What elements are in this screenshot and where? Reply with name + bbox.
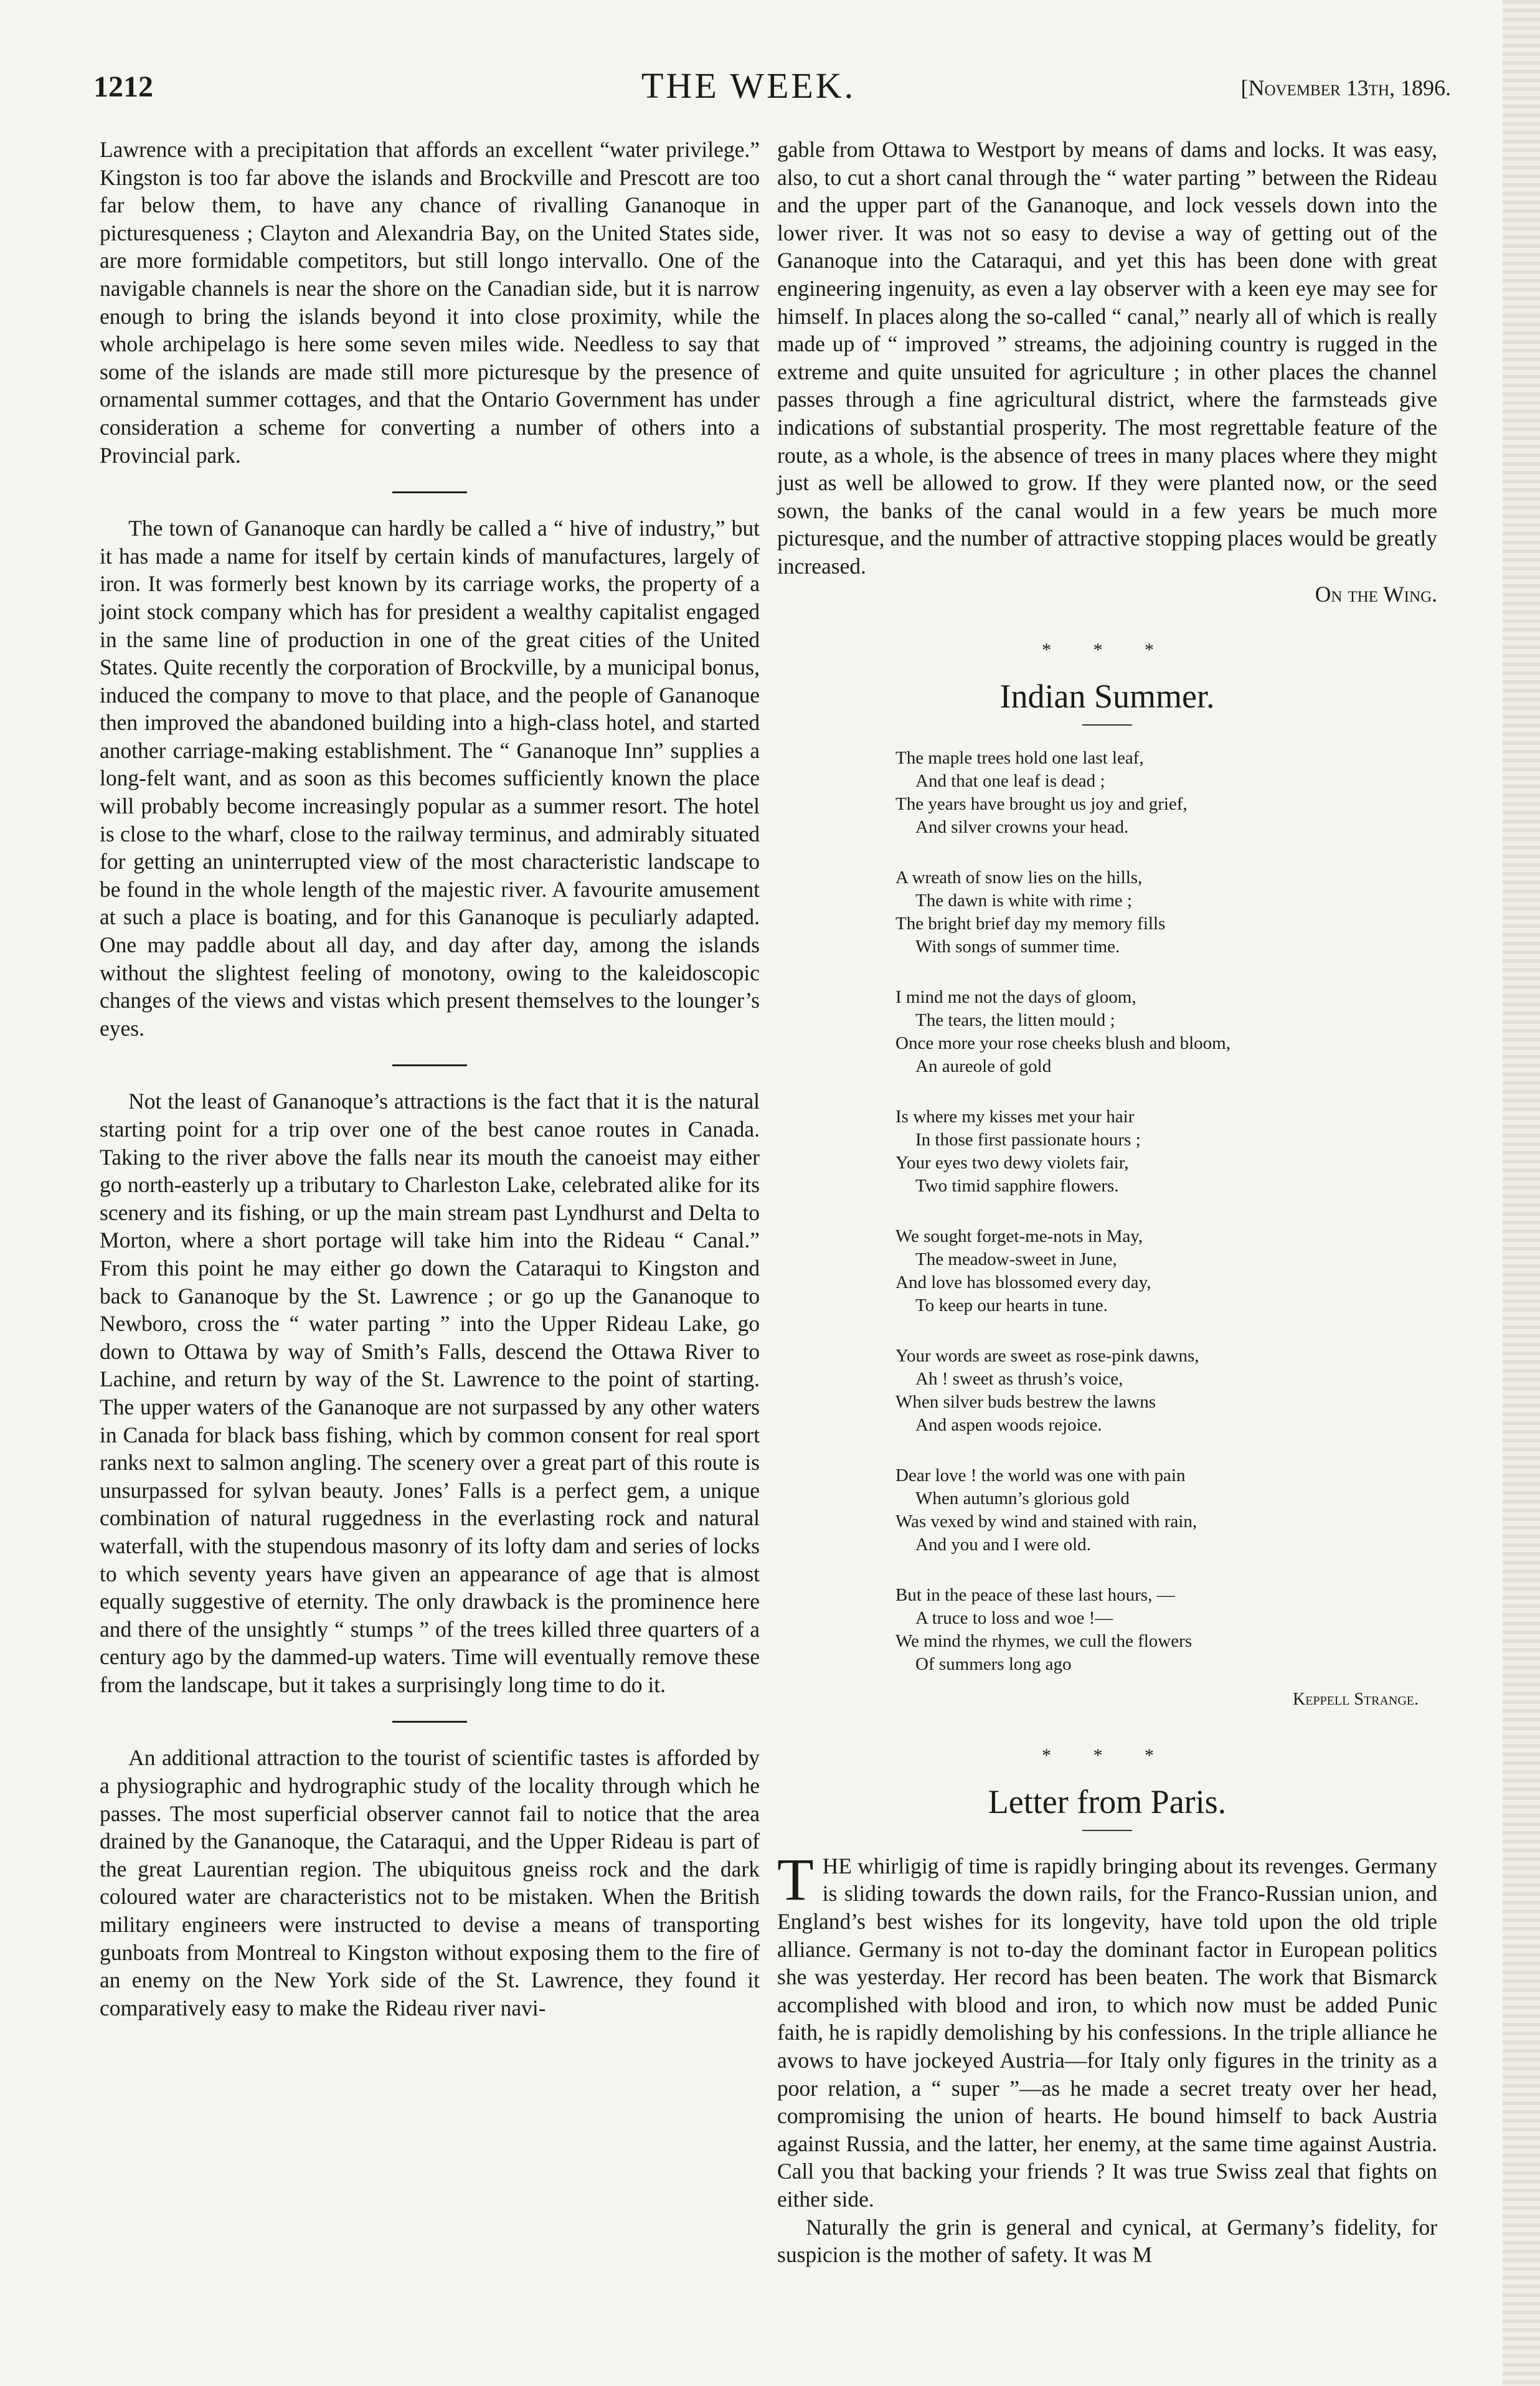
title-rule [1082,724,1132,726]
poem-line: Your eyes two dewy violets fair, [895,1152,1129,1173]
poem-line: We mind the rhymes, we cull the flowers [895,1631,1193,1651]
stanza [895,866,1437,959]
poem-line: And love has blossomed every day, [895,1272,1151,1292]
dateline: [November 13th, 1896. [1240,75,1451,100]
poem-line: But in the peace of these last hours, — [895,1584,1175,1605]
section-divider [392,1064,467,1066]
left-column [100,136,760,2022]
paragraph [777,1845,1437,2213]
poem-line: We sought forget-me-nots in May, [895,1226,1143,1246]
poem-line: And you and I were old. [915,1534,1091,1555]
poem-line: In those first passionate hours ; [915,1129,1141,1150]
poem-line: Is where my kisses met your hair [895,1106,1135,1127]
poem-line: The years have brought us joy and grief, [895,793,1188,814]
poem-line: And aspen woods rejoice. [915,1414,1102,1435]
poem-line: An aureole of gold [915,1056,1052,1076]
asterism: * * * [1042,640,1173,661]
poem-line: With songs of summer time. [915,936,1120,957]
poem-line: Once more your rose cheeks blush and bloom, [895,1033,1231,1053]
poem-line: Dear love ! the world was one with pain [895,1465,1186,1485]
poem [895,747,1437,1676]
poem-line: When silver buds bestrew the lawns [895,1391,1156,1412]
stanza [895,1464,1437,1556]
paragraph-text: HE whirligig of time is rapidly bringing about its revenges. Germany is sliding towards the down rails, for the Franco-Russian union, and England’s best wishes for its longevity, have told upon the old triple alliance. Germany is not to-day the dominant factor in European politics she was yesterday. Her record has been beaten. The work that Bismarck accomplished with blood and iron, to which now must be added Punic faith, he is rapidly demolishing by his confessions. In the triple alliance he avows to have jockeyed Austria—for Italy only figures in the trinity as a poor relation, a “ super ”—as he made a secret treaty over her head, compromising the union of hearts. He bound himself to back Austria against Russia, and the latter, her enemy, at the same time against Austria. Call you that backing your friends ? It was true Swiss zeal that fights on either side. [777,1853,1437,2212]
masthead: THE WEEK. [641,65,856,106]
poem-line: The meadow-sweet in June, [915,1249,1117,1269]
article-signature: On the Wing. [1315,581,1437,607]
scan-edge [1503,0,1540,2386]
stanza [895,1584,1437,1676]
page-header [93,65,1451,120]
stanza [895,1225,1437,1317]
stanza [895,1345,1437,1437]
asterism: * * * [1042,1745,1173,1766]
poem-signature: Keppell Strange. [1292,1689,1419,1709]
right-column [777,136,1437,2269]
poem-line: I mind me not the days of gloom, [895,987,1136,1007]
poem-line: The tears, the litten mould ; [915,1010,1115,1030]
title-rule [1082,1830,1132,1831]
poem-line: Of summers long ago [915,1654,1072,1674]
paragraph: Naturally the grin is general and cynical, at Germany’s fidelity, for suspicion is the mother of safety. It was M [777,2214,1437,2268]
poem-line: And that one leaf is dead ; [915,770,1105,791]
poem-line: And silver crowns your head. [915,817,1129,837]
poem-line: Your words are sweet as rose-pink dawns, [895,1345,1199,1366]
poem-line: To keep our hearts in tune. [915,1295,1108,1315]
poem-line: The dawn is white with rime ; [915,890,1132,911]
stanza [895,747,1437,839]
poem-line: A wreath of snow lies on the hills, [895,867,1143,888]
stanza [895,1105,1437,1198]
section-divider [392,1721,467,1723]
poem-line: Ah ! sweet as thrush’s voice, [915,1368,1123,1389]
page-number: 1212 [93,70,153,103]
poem-title: Indian Summer. [999,677,1215,715]
paragraph: The town of Gananoque can hardly be called a “ hive of industry,” but it has made a name for itself by certain kinds of manufactures, largely of iron. It was formerly best known by its carriage works, the property of a joint stock company which has for president a wealthy capitalist engaged in the same line of production in one of the great cities of the United States. Quite recently the corporation of Brockville, by a municipal bonus, induced the company to move to that place, and the people of Gananoque then improved the abandoned building into a high-class hotel, and started another carriage-making establishment. The “ Gananoque Inn” supplies a long-felt want, and as soon as this becomes sufficiently known the place will probably become increasingly popular as a summer resort. The hotel is close to the wharf, close to the railway terminus, and admirably situated for getting an uninterrupted view of the most characteristic landscape to be found in the whole length of the majestic river. A favourite amusement at such a place is boating, and for this Gananoque is peculiarly adapted. One may paddle about all day, and day after day, among the islands without the slightest feeling of monotony, owing to the kaleidoscopic changes of the views and vistas which present themselves to the lounger’s eyes. [100,516,760,1041]
poem-line: When autumn’s glorious gold [915,1488,1130,1508]
poem-line: The bright brief day my memory fills [895,913,1166,934]
poem-line: Two timid sapphire flowers. [915,1175,1119,1196]
paragraph: Lawrence with a precipitation that affords an excellent “water privilege.” Kingston is too far above the islands and Brockville and Prescott are too far below them, to have any chance of rivalling Gananoque in picturesqueness ; Clayton and Alexandria Bay, on the United States side, are more formidable competitors, but still longo intervallo. One of the navigable channels is near the shore on the Canadian side, but it is narrow enough to bring the islands beyond it into close proximity, while the whole archipelago is here some seven miles wide. Needless to say that some of the islands are made still more picturesque by the presence of ornamental summer cottages, and that the Ontario Government has under consideration a scheme for converting a number of others into a Provincial park. [100,137,760,468]
paragraph: An additional attraction to the tourist of scientific tastes is afforded by a physiographic and hydrographic study of the locality through which he passes. The most superficial observer cannot fail to notice that the area drained by the Gananoque, the Cataraqui, and the Upper Rideau is part of the great Laurentian region. The ubiquitous gneiss rock and the dark coloured water are characteristics not to be mistaken. When the British military engineers were instructed to devise a means of transporting gunboats from Montreal to Kingston without exposing them to the fire of an enemy on the New York side of the St. Lawrence, they found it comparatively easy to make the Rideau river navi- [100,1745,760,2020]
paragraph: Not the least of Gananoque’s attractions is the fact that it is the natural starting point for a trip over one of the best canoe routes in Canada. Taking to the river above the falls near its mouth the canoeist may either go north-easterly up a tributary to Charleston Lake, celebrated alike for its scenery and its fishing, or up the main stream past Lyndhurst and Delta to Morton, where a short portage will take him into the Rideau “ Canal.” From this point he may either go down the Cataraqui to Kingston and back to Gananoque by the St. Lawrence ; or go up the Gananoque to Newboro, cross the “ water parting ” into the Upper Rideau Lake, go down to Ottawa by way of Smith’s Falls, descend the Ottawa River to Lachine, and return by way of the St. Lawrence to the point of starting. The upper waters of the Gananoque are not surpassed by any other waters in Canada for black bass fishing, which by common consent for real sport ranks next to salmon angling. The scenery over a great part of this route is unsurpassed for sylvan beauty. Jones’ Falls is a perfect gem, a unique combination of natural ruggedness in the everlasting rock and natural waterfall, with the stupendous masonry of its lofty dam and series of locks to which seventy years have given an appearance of age that is almost equally suggestive of eternity. The only drawback is the prominence here and there of the unsightly “ stumps ” of the trees killed three quarters of a century ago by the dammed-up waters. Time will eventually remove these from the landscape, but it takes a surprisingly long time to do it. [100,1089,760,1697]
letter-title: Letter from Paris. [988,1782,1227,1820]
section-divider [392,491,467,493]
drop-cap: T [777,1845,814,1913]
paragraph: gable from Ottawa to Westport by means of dams and locks. It was easy, also, to cut a short canal through the “ water parting ” between the Rideau and the upper part of the Gananoque, and lock vessels down into the lower river. It was not so easy to devise a way of getting out of the Gananoque into the Cataraqui, and yet this has been done with great engineering ingenuity, as even a lay observer with a keen eye may see for himself. In places along the so-called “ canal,” nearly all of which is really made up of “ improved ” streams, the adjoining country is rugged in the extreme and quite unsuited for agriculture ; in other places the channel passes through a fine agricultural district, where the farmsteads give indications of substantial prosperity. The most regrettable feature of the route, as a whole, is the absence of trees in many places where they might just as well be allowed to grow. If they were planted now, or the seed sown, the banks of the canal would in a few years be much more picturesque, and the number of attractive stopping places would be greatly increased. [777,137,1437,579]
poem-line: A truce to loss and woe !— [915,1607,1113,1628]
stanza [895,986,1437,1078]
poem-line: The maple trees hold one last leaf, [895,747,1144,768]
poem-line: Was vexed by wind and stained with rain, [895,1511,1198,1531]
